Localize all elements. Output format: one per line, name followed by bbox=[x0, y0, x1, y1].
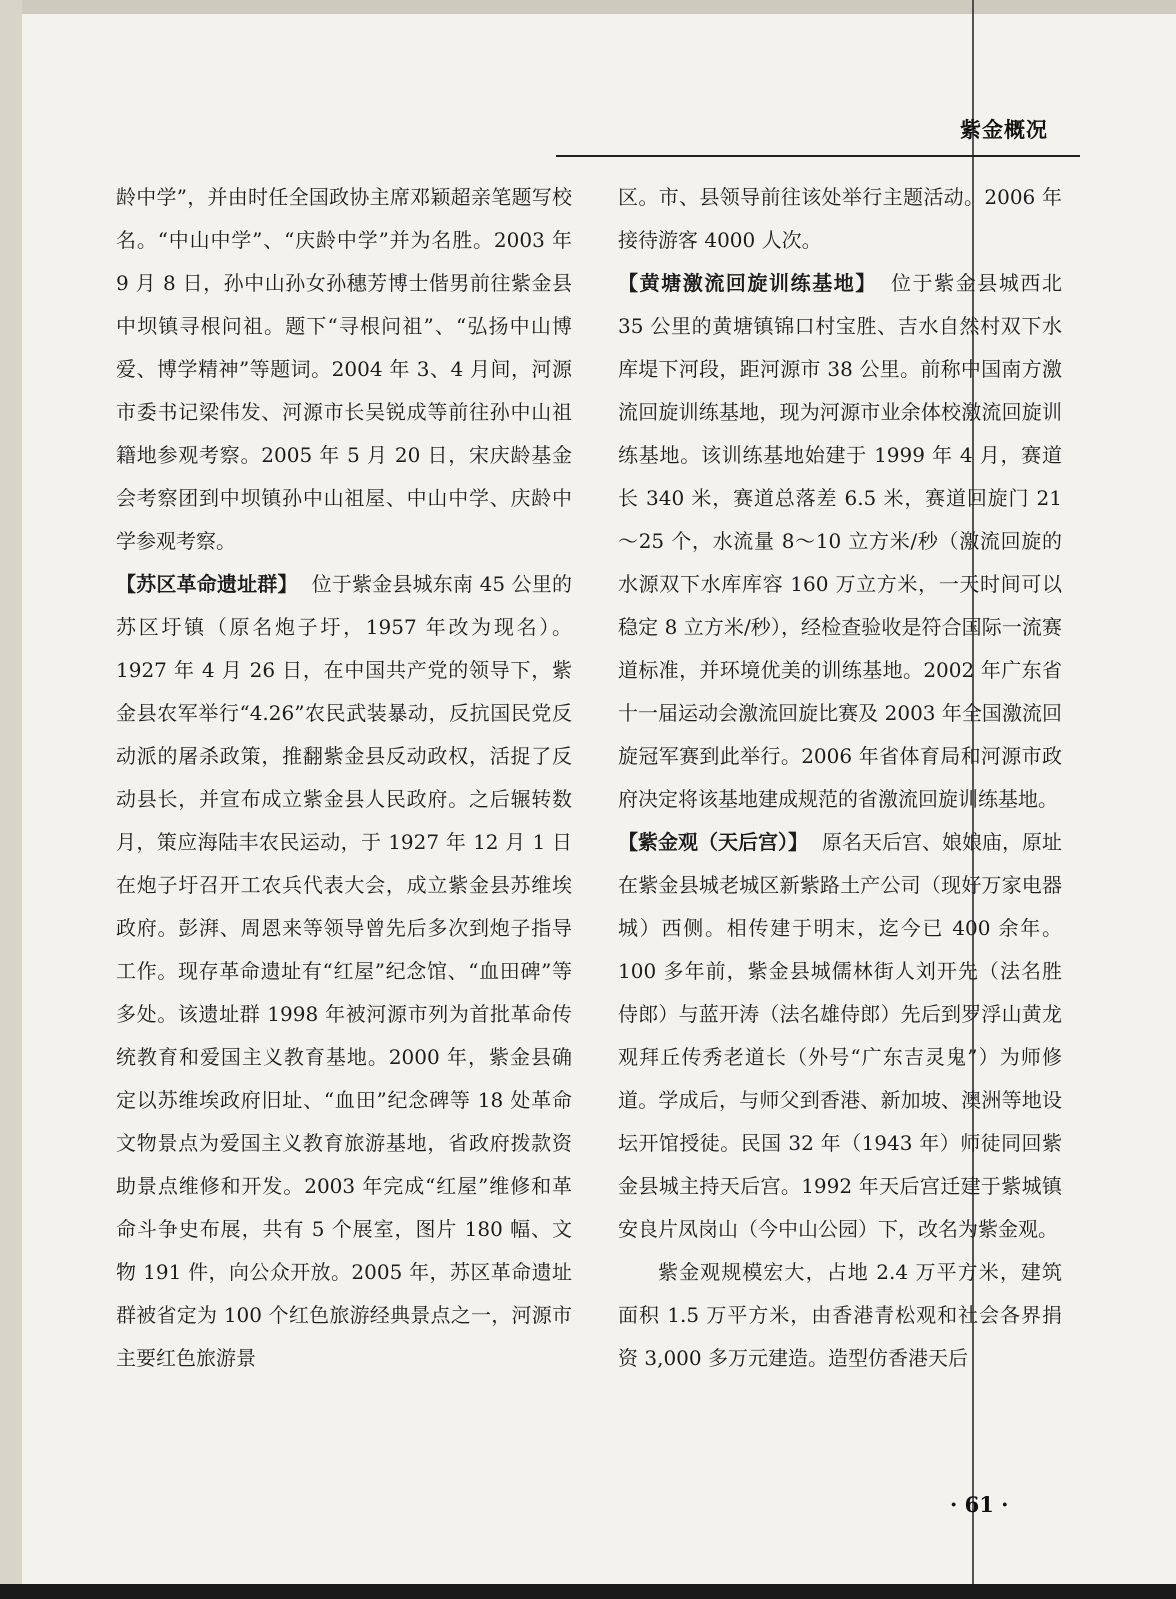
paragraph-text: 龄中学”，并由时任全国政协主席邓颖超亲笔题写校名。“中山中学”、“庆龄中学”并为名胜。2003 年 9 月 8 日，孙中山孙女孙穗芳博士偕男前往紫金县中坝镇寻根问祖。题下“寻根问祖”、“弘扬中山博爱、博学精神”等题词。2004 年 3、4 月间，河源市委书记梁伟发、河源市长吴锐成等前往孙中山祖籍地参观考察。2005 年 5 月 20 日，宋庆龄基金会考察团到中坝镇孙中山祖屋、中山中学、庆龄中学参观考察。 bbox=[116, 185, 572, 553]
paragraph-text: 位于紫金县城东南 45 公里的苏区圩镇（原名炮子圩，1957 年改为现名）。1927 年 4 月 26 日，在中国共产党的领导下，紫金县农军举行“4.26”农民武装暴动，反抗国民党反动派的屠杀政策，推翻紫金县反动政权，活捉了反动县长，并宣布成立紫金县人民政府。之后辗转数月，策应海陆丰农民运动，于 1927 年 12 月 1 日在炮子圩召开工农兵代表大会，成立紫金县苏维埃政府。彭湃、周恩来等领导曾先后多次到炮子指导工作。现存革命遗址有“红屋”纪念馆、“血田碑”等多处。该遗址群 1998 年被河源市列为首批革命传统教育和爱国主义教育基地。2000 年，紫金县确定以苏维埃政府旧址、“血田”纪念碑等 18 处革命文物景点为爱国主义教育旅游基地，省政府拨款资助景点维修和开发。2003 年完成“红屋”维修和革命斗争史布展，共有 5 个展室，图片 180 幅、文物 191 件，向公众开放。2005 年，苏区革命遗址群被省定为 100 个红色旅游经典景点之一，河源市主要红色旅游景 bbox=[116, 572, 572, 1370]
entry-title: 【苏区革命遗址群】 bbox=[116, 572, 298, 596]
paragraph-text: 原名天后宫、娘娘庙，原址在紫金县城老城区新紫路土产公司（现好万家电器城）西侧。相传建于明末，迄今已 400 余年。100 多年前，紫金县城儒林街人刘开先（法名胜侍郎）与蓝开涛（法名雄侍郎）先后到罗浮山黄龙观拜丘传秀老道长（外号“广东吉灵鬼”）为师修道。学成后，与师父到香港、新加坡、澳洲等地设坛开馆授徒。民国 32 年（1943 年）师徒同回紫金县城主持天后宫。1992 年天后宫迁建于紫城镇安良片凤岗山（今中山公园）下，改名为紫金观。 bbox=[618, 830, 1062, 1241]
paragraph bbox=[618, 176, 1062, 262]
paragraph-text: 位于紫金县城西北 35 公里的黄塘镇锦口村宝胜、吉水自然村双下水库堤下河段，距河源市 38 公里。前称中国南方激流回旋训练基地，现为河源市业余体校激流回旋训练基地。该训练基地始建于 1999 年 4 月，赛道长 340 米，赛道总落差 6.5 米，赛道回旋门 21～25 个，水流量 8～10 立方米/秒（激流回旋的水源双下水库库容 160 万立方米，一天时间可以稳定 8 立方米/秒），经检查验收是符合国际一流赛道标准，并环境优美的训练基地。2002 年广东省十一届运动会激流回旋比赛及 2003 年全国激流回旋冠军赛到此举行。2006 年省体育局和河源市政府决定将该基地建成规范的省激流回旋训练基地。 bbox=[618, 271, 1062, 811]
left-column bbox=[116, 176, 572, 1476]
scan-edge-left bbox=[0, 0, 22, 1599]
entry-title: 【紫金观（天后宫）】 bbox=[618, 830, 808, 854]
paragraph bbox=[618, 821, 1062, 1251]
paragraph bbox=[618, 1251, 1062, 1380]
paragraph-text: 区。市、县领导前往该处举行主题活动。2006 年接待游客 4000 人次。 bbox=[618, 185, 1062, 252]
page-number: · 61 · bbox=[950, 1492, 1009, 1517]
paragraph bbox=[116, 563, 572, 1380]
header-rule bbox=[556, 155, 1080, 157]
running-head: 紫金概况 bbox=[960, 118, 1048, 142]
right-column bbox=[618, 176, 1062, 1476]
paragraph-text: 紫金观规模宏大，占地 2.4 万平方米，建筑面积 1.5 万平方米，由香港青松观和社会各界捐资 3,000 多万元建造。造型仿香港天后 bbox=[618, 1260, 1062, 1370]
paragraph bbox=[116, 176, 572, 563]
scan-edge-top bbox=[0, 0, 1176, 14]
entry-title: 【黄塘激流回旋训练基地】 bbox=[618, 271, 877, 295]
paragraph bbox=[618, 262, 1062, 821]
scan-edge-bottom bbox=[0, 1584, 1176, 1599]
